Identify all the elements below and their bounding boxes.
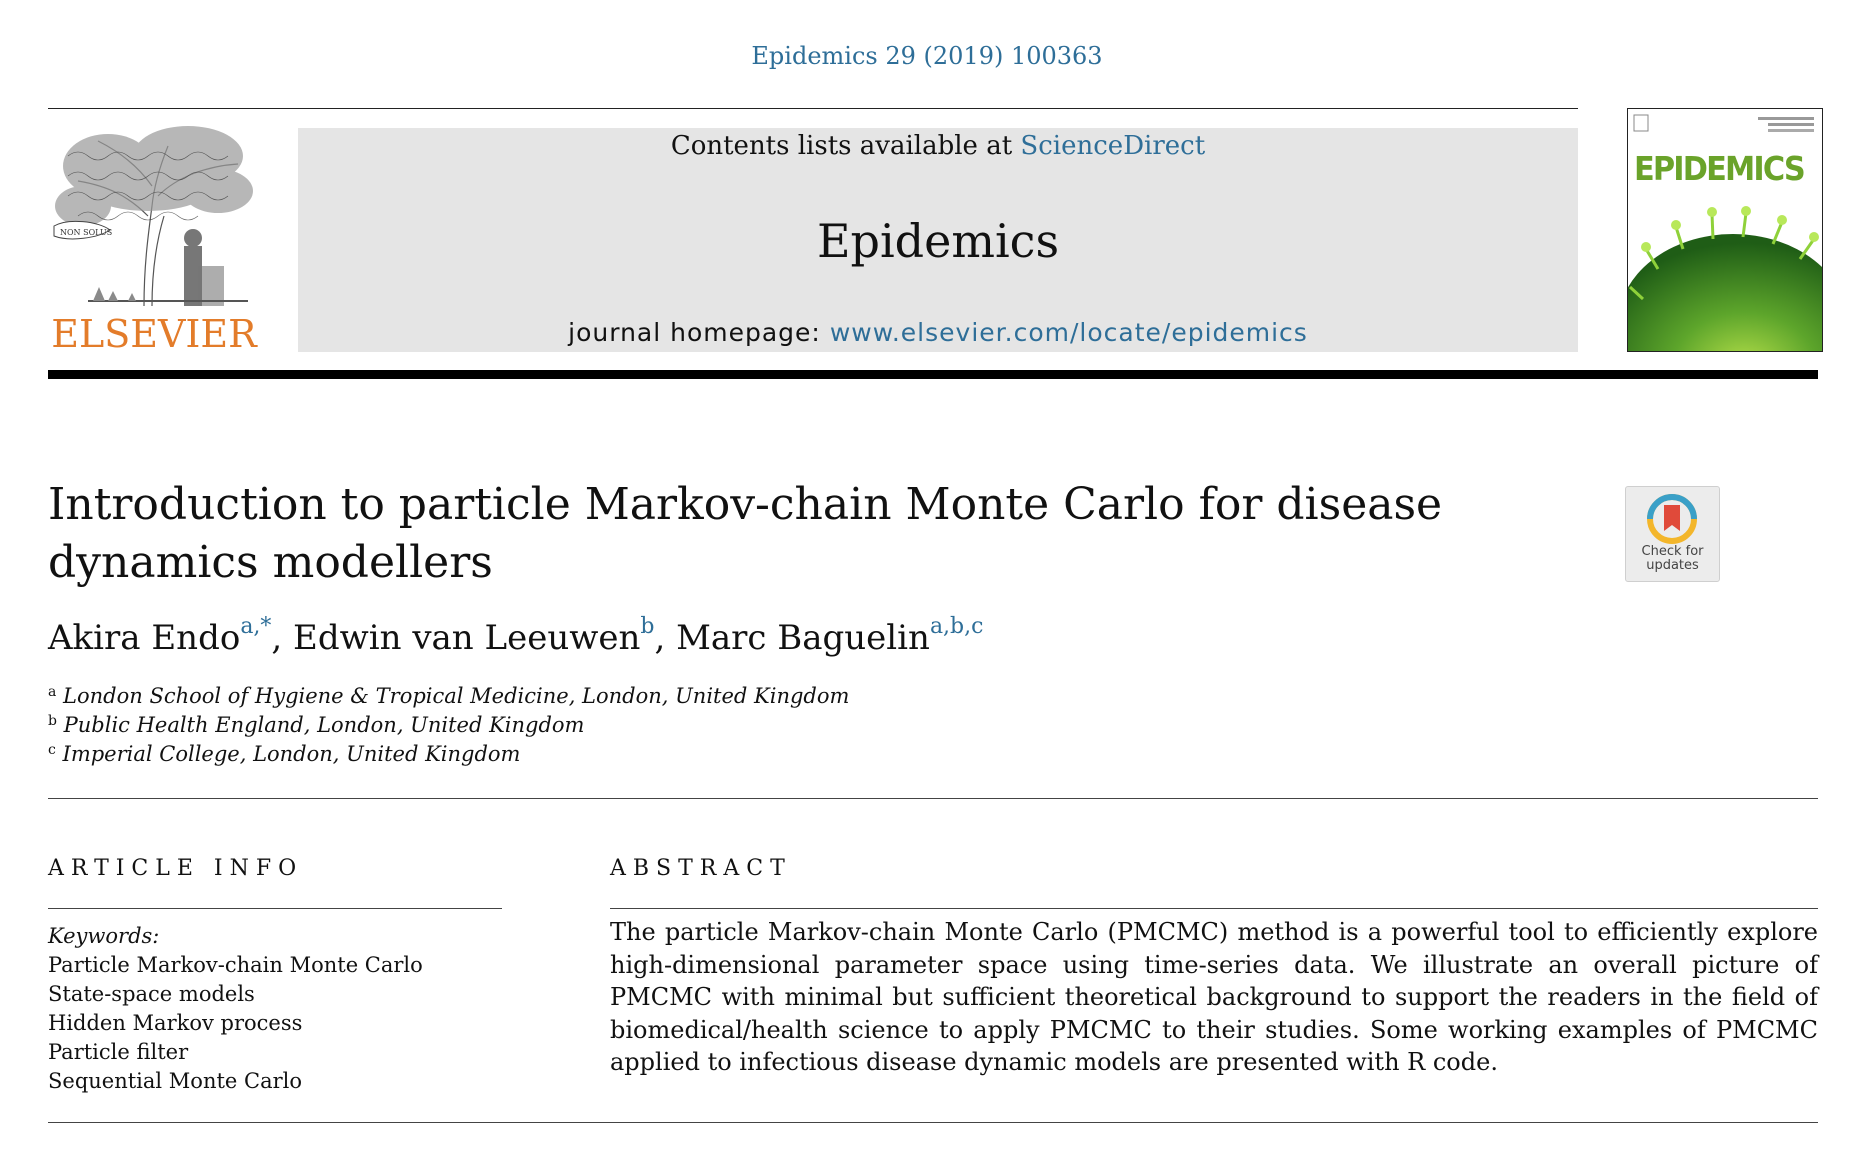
contents-prefix: Contents lists available at — [670, 131, 1021, 161]
journal-cover-image[interactable] — [1627, 108, 1823, 352]
abstract-heading: ABSTRACT — [610, 856, 792, 881]
author-affiliation-mark[interactable]: a,* — [240, 614, 272, 639]
sciencedirect-link[interactable]: ScienceDirect — [1020, 131, 1206, 161]
check-for-updates-label: Check for updates — [1641, 544, 1704, 573]
affiliation-mark: a — [48, 684, 57, 700]
author-name[interactable]: Edwin van Leeuwen — [293, 618, 641, 658]
author-name[interactable]: Akira Endo — [48, 618, 241, 658]
journal-citation[interactable]: Epidemics 29 (2019) 100363 — [751, 42, 1103, 70]
affiliation-mark: b — [48, 713, 57, 729]
affiliation-mark: c — [48, 742, 56, 758]
keyword-item: Particle Markov-chain Monte Carlo — [48, 953, 423, 977]
virus-illustration-icon — [1628, 109, 1822, 351]
abstract-divider — [610, 908, 1818, 909]
author-affiliation-mark[interactable]: a,b,c — [929, 614, 984, 639]
journal-masthead — [298, 128, 1578, 352]
contents-line — [298, 128, 1578, 164]
keyword-item: Hidden Markov process — [48, 1011, 303, 1035]
homepage-line — [298, 318, 1578, 347]
affiliation-c — [48, 742, 520, 766]
author-affiliation-mark[interactable]: b — [640, 614, 655, 639]
article-info-heading: ARTICLE INFO — [48, 856, 304, 881]
crossmark-icon — [1626, 487, 1719, 547]
top-divider — [48, 108, 1578, 109]
affiliation-a — [48, 684, 849, 708]
tree-illustration-icon — [48, 126, 260, 311]
check-for-updates-button[interactable] — [1625, 486, 1720, 582]
affiliation-text: Imperial College, London, United Kingdom — [62, 742, 521, 766]
keyword-item: Particle filter — [48, 1040, 189, 1064]
logo-motto: NON SOLUS — [60, 228, 113, 237]
author-list — [48, 614, 984, 658]
keyword-item: Sequential Monte Carlo — [48, 1069, 302, 1093]
article-title: Introduction to particle Markov-chain Monte Carlo for disease dynamics modellers — [48, 479, 1443, 588]
bottom-divider — [48, 1122, 1818, 1123]
abstract-text: The particle Markov-chain Monte Carlo (PMCMC) method is a powerful tool to efficiently explore high-dimensional parameter space using time-series data. We illustrate an overall picture of PMCMC with minimal but sufficient theoretical background to support the readers in the field of biomedical/health science to apply PMCMC to their studies. Some working examples of PMCMC applied to infectious disease dynamic models are presented with R code. — [610, 918, 1818, 1076]
cover-title: EPIDEMICS — [1634, 149, 1804, 188]
author-name[interactable]: Marc Baguelin — [676, 618, 930, 658]
affiliation-text: Public Health England, London, United Kingdom — [63, 713, 585, 737]
affiliation-text: London School of Hygiene & Tropical Medicine, London, United Kingdom — [63, 684, 850, 708]
elsevier-wordmark: ELSEVIER — [51, 312, 257, 356]
author-separator: , — [271, 618, 294, 658]
journal-title: Epidemics — [816, 214, 1060, 268]
keyword-item: State-space models — [48, 982, 255, 1006]
author-separator: , — [654, 618, 677, 658]
section-divider — [48, 798, 1818, 799]
keywords-label: Keywords: — [48, 924, 160, 948]
article-info-divider — [48, 908, 502, 909]
homepage-prefix: journal homepage: — [568, 318, 830, 347]
homepage-link[interactable]: www.elsevier.com/locate/epidemics — [829, 318, 1308, 347]
affiliation-b — [48, 713, 584, 737]
header-thick-divider — [48, 370, 1818, 379]
